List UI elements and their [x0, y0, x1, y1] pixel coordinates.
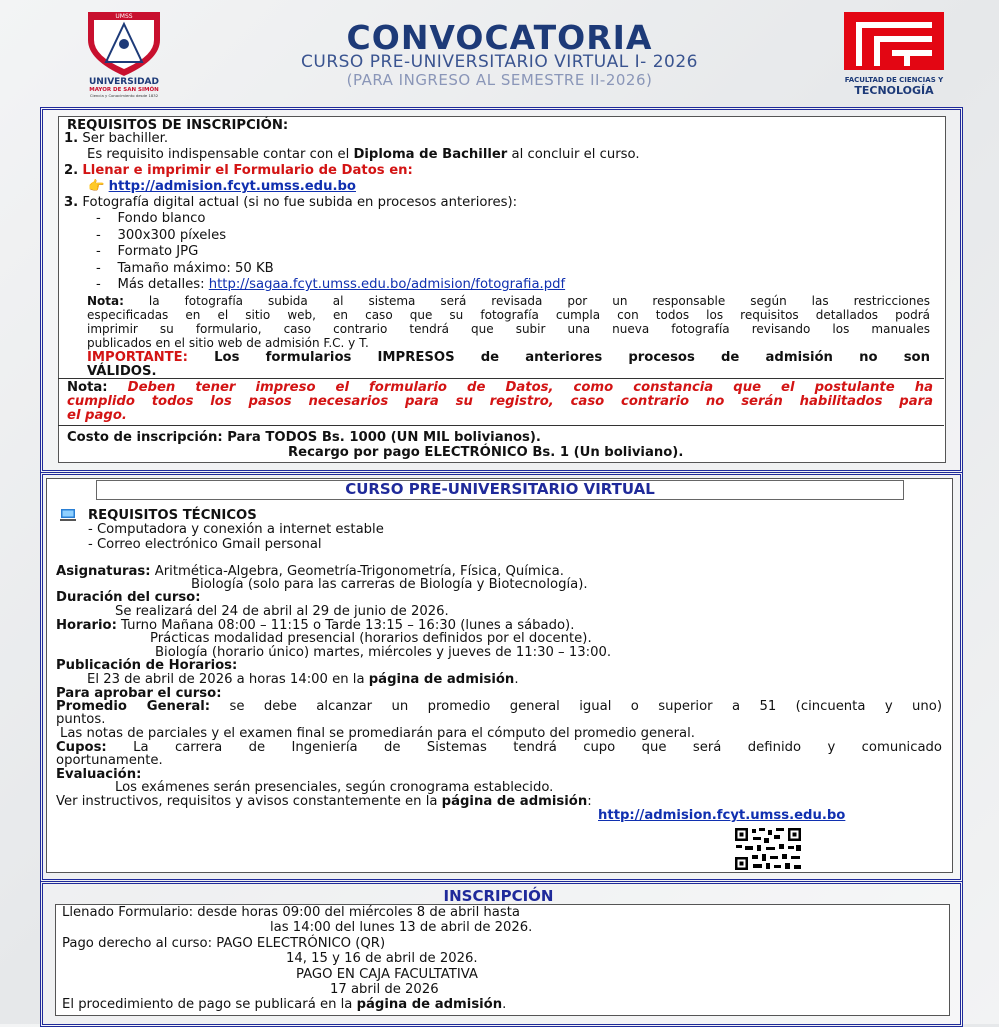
recargo-pago: Recargo por pago ELECTRÓNICO Bs. 1 (Un boliviano).: [288, 445, 684, 460]
inscripcion-line: 14, 15 y 16 de abril de 2026.: [286, 951, 478, 966]
inscripcion-line: las 14:00 del lunes 13 de abril de 2026.: [270, 920, 533, 935]
cupos-2: oportunamente.: [56, 753, 163, 768]
page-subtitle-2: (PARA INGRESO AL SEMESTRE II-2026): [346, 71, 653, 89]
costo-inscripcion: Costo de inscripción: Para TODOS Bs. 1000 (UN MIL bolivianos).: [67, 430, 541, 445]
req-bullet: - 300x300 píxeles: [96, 228, 227, 243]
importante-line: IMPORTANTE: Los formularios IMPRESOS de anteriores procesos de admisión no son: [87, 350, 930, 365]
admision-link-2[interactable]: http://admision.fcyt.umss.edu.bo: [598, 808, 846, 823]
ver-instructivos: Ver instructivos, requisitos y avisos constantemente en la página de admisión:: [56, 794, 592, 809]
svg-text:TECNOLOGÍA: TECNOLOGÍA: [854, 84, 934, 96]
promedio-general: Promedio General: se debe alcanzar un promedio general igual o superior a 51 (cincuenta y uno): [56, 699, 942, 714]
nota-line: Nota: la fotografía subida al sistema será revisada por un responsable según las restricciones: [87, 294, 930, 308]
nota-line: imprimir su formulario, caso contrario tendrá que subir una nueva fotografía revisando los manuales: [87, 322, 930, 336]
nota-line: publicados en el sitio web de admisión F.C. y T.: [87, 336, 369, 350]
divider: [58, 425, 944, 426]
horario: Horario: Turno Mañana 08:00 – 11:15 o Tarde 13:15 – 16:30 (lunes a sábado).: [56, 618, 575, 633]
fcyt-logo: [838, 10, 950, 96]
evaluacion-label: Evaluación:: [56, 767, 142, 782]
page-title: CONVOCATORIA: [346, 18, 653, 57]
svg-text:FACULTAD DE CIENCIAS Y: FACULTAD DE CIENCIAS Y: [844, 76, 944, 84]
curso-link-row: [598, 808, 845, 823]
cupos: Cupos: La carrera de Ingeniería de Sistemas tendrá cupo que será definido y comunicado: [56, 740, 942, 755]
nota2-line: el pago.: [67, 408, 127, 423]
requisitos-title: REQUISITOS DE INSCRIPCIÓN:: [67, 118, 289, 133]
aprobar-label: Para aprobar el curso:: [56, 686, 222, 701]
nota2-line: cumplido todos los pasos necesarios para su registro, caso contrario no serán habilitados para: [67, 394, 933, 409]
svg-text:UMSS: UMSS: [115, 13, 133, 20]
inscripcion-line: 17 abril de 2026: [330, 982, 439, 997]
evaluacion-text: Los exámenes serán presenciales, según cronograma establecido.: [115, 780, 554, 795]
horario-practicas: Prácticas modalidad presencial (horarios definidos por el docente).: [150, 631, 592, 646]
req-item-2: 2. Llenar e imprimir el Formulario de Datos en:: [64, 163, 413, 178]
req-bullet: - Más detalles: http://sagaa.fcyt.umss.edu.bo/admision/fotografia.pdf: [96, 277, 566, 292]
fotografia-link[interactable]: http://sagaa.fcyt.umss.edu.bo/admision/fotografia.pdf: [208, 277, 566, 292]
pointing-hand-icon: 👉: [88, 179, 105, 194]
svg-text:MAYOR DE SAN SIMÓN: MAYOR DE SAN SIMÓN: [89, 87, 159, 93]
svg-text:Ciencia y Conocimiento desde 1: Ciencia y Conocimiento desde 1832: [89, 93, 159, 98]
publicacion-text: El 23 de abril de 2026 a horas 14:00 en la página de admisión.: [87, 672, 519, 687]
asignaturas: Asignaturas: Aritmética-Algebra, Geometría-Trigonometría, Física, Química.: [56, 564, 564, 579]
nota2-line: Nota: Deben tener impreso el formulario de Datos, como constancia que el postulante ha: [67, 380, 933, 395]
req-item-1: 1. Ser bachiller.: [64, 131, 169, 146]
promedio-general-2: puntos.: [56, 712, 106, 727]
curso-title: CURSO PRE-UNIVERSITARIO VIRTUAL: [345, 480, 655, 498]
inscripcion-line: Pago derecho al curso: PAGO ELECTRÓNICO (QR): [62, 936, 386, 951]
svg-text:UNIVERSIDAD: UNIVERSIDAD: [89, 77, 159, 87]
page-subtitle: CURSO PRE-UNIVERSITARIO VIRTUAL I- 2026: [301, 52, 698, 72]
req-item-3: 3. Fotografía digital actual (si no fue subida en procesos anteriores):: [64, 195, 518, 210]
req-tecnico-item: - Computadora y conexión a internet estable: [88, 522, 384, 537]
notas-parciales: Las notas de parciales y el examen final se promediarán para el cómputo del promedio general.: [60, 726, 695, 741]
inscripcion-title: INSCRIPCIÓN: [443, 887, 554, 905]
req-item-1-desc: Es requisito indispensable contar con el Diploma de Bachiller al concluir el curso.: [87, 147, 640, 162]
computer-icon: [60, 509, 76, 521]
req-bullet: - Formato JPG: [96, 244, 199, 259]
publicacion-label: Publicación de Horarios:: [56, 658, 238, 673]
req-bullet: - Tamaño máximo: 50 KB: [96, 261, 274, 276]
qr-code-icon[interactable]: [733, 826, 803, 872]
inscripcion-line: Llenado Formulario: desde horas 09:00 del miércoles 8 de abril hasta: [62, 905, 520, 920]
asignaturas-biologia: Biología (solo para las carreras de Biología y Biotecnología).: [191, 577, 588, 592]
req-item-2-link-row: [88, 179, 356, 194]
inscripcion-line: El procedimiento de pago se publicará en la página de admisión.: [62, 997, 507, 1012]
req-tecnico-item: - Correo electrónico Gmail personal: [88, 537, 322, 552]
inscripcion-line: PAGO EN CAJA FACULTATIVA: [296, 967, 478, 982]
duracion-text: Se realizará del 24 de abril al 29 de junio de 2026.: [115, 604, 449, 619]
duracion-label: Duración del curso:: [56, 590, 201, 605]
importante-line: VÁLIDOS.: [87, 364, 157, 379]
req-tecnicos-title: REQUISITOS TÉCNICOS: [88, 508, 257, 523]
req-bullet: - Fondo blanco: [96, 211, 206, 226]
nota-line: especificadas en el sitio web, en caso que su fotografía cumpla con todos los requisitos detallados podrá: [87, 308, 930, 322]
divider: [58, 378, 944, 379]
admision-link[interactable]: http://admision.fcyt.umss.edu.bo: [108, 179, 356, 194]
horario-biologia: Biología (horario único) martes, miércoles y jueves de 11:30 – 13:00.: [155, 645, 612, 660]
